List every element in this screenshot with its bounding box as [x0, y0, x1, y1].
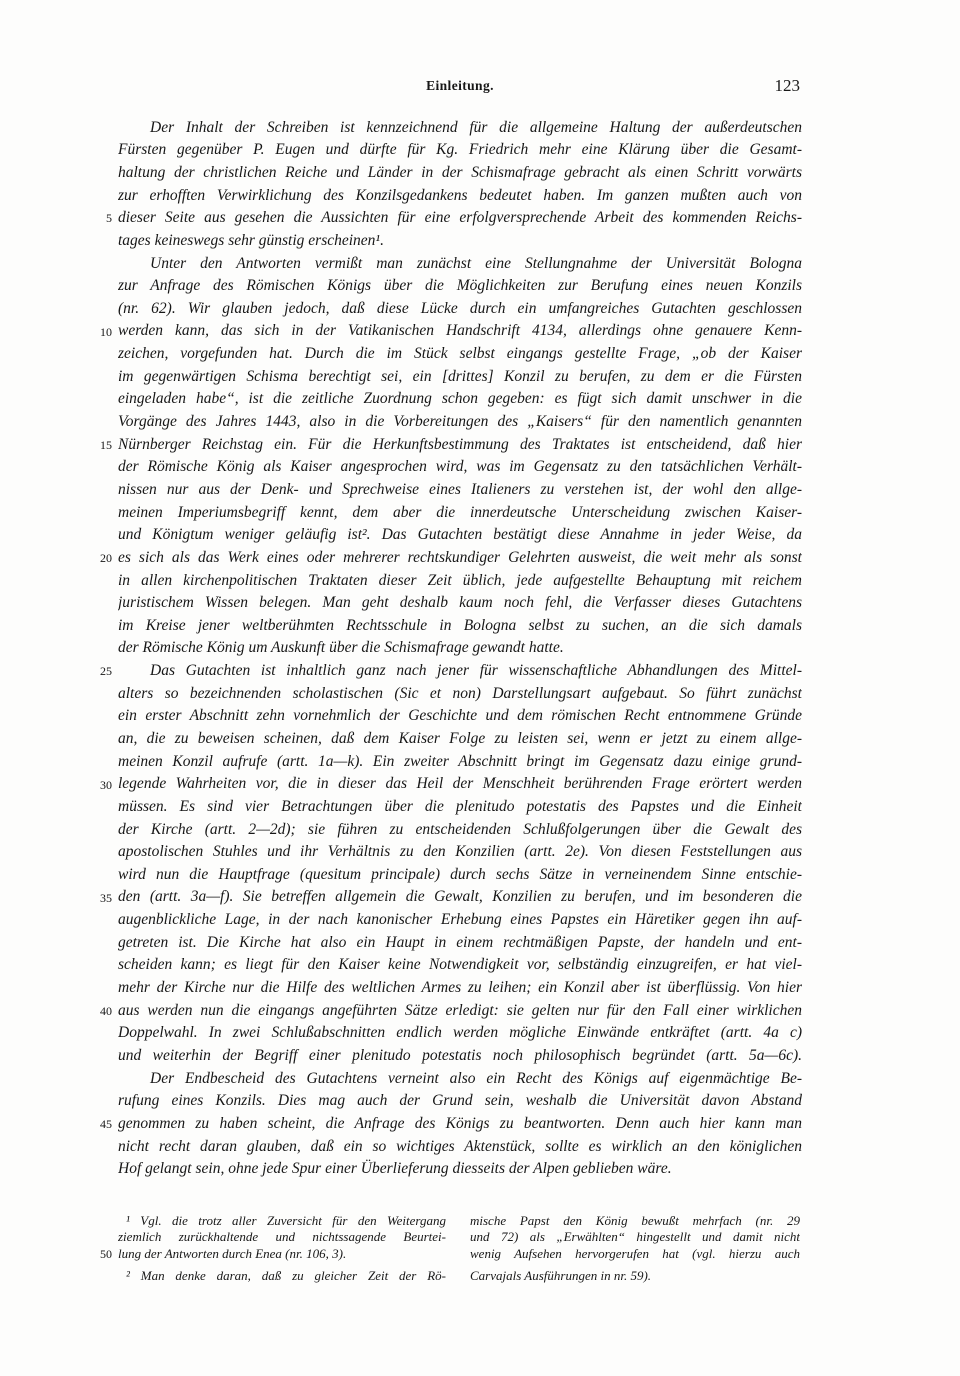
- body-line: zur erhofften Verwirklichung des Konzilsgedankens bedeutet haben. Im ganzen mußten auch von: [118, 186, 802, 204]
- body-line: zeichen, vorgefunden hat. Durch die im Stück selbst eingangs gestellte Frage, „ob der Kaiser: [118, 345, 802, 363]
- margin-line-number: 25: [100, 664, 112, 679]
- body-line: Unter den Antworten vermißt man zunächst eine Stellungnahme der Universität Bologna: [150, 254, 802, 272]
- body-line: in allen kirchenpolitischen Traktaten dieser Zeit üblich, jede aufgestellte Behauptung mit reichem: [118, 571, 802, 589]
- margin-line-number: 5: [106, 211, 112, 226]
- footnote-line: wenig Aufsehen hervorgerufen hat (vgl. hierzu auch: [470, 1245, 800, 1261]
- body-line: Fürsten gegenüber P. Eugen und dürfte für Kg. Friedrich mehr eine Klärung über die Gesamt-: [118, 141, 802, 159]
- margin-line-number: 20: [100, 551, 112, 565]
- body-line: zur Anfrage des Römischen Königs über die Möglichkeiten zur Berufung eines neuen Konzils: [118, 277, 802, 295]
- footnote-line: ² Man denke daran, daß zu gleicher Zeit der Rö-: [126, 1267, 446, 1283]
- body-line: haltung der christlichen Reiche und Länder in der Schismafrage gebracht als einen Schritt vorwärts: [118, 163, 802, 181]
- margin-line-number: 10: [100, 324, 112, 339]
- margin-line-number: 15: [100, 437, 112, 452]
- margin-line-number: 40: [100, 1004, 112, 1018]
- footnotes-right-column: [470, 1213, 800, 1285]
- body-line: Der Endbescheid des Gutachtens verneint also ein Recht des Königs auf eigenmächtige Be-: [150, 1069, 802, 1087]
- margin-line-number: 35: [100, 890, 112, 905]
- body-line: nissen nur aus der Denk- und Sprechweise eines Italieners zu verstehen ist, der wohl den allge-: [118, 480, 802, 498]
- body-line: eingeladen habe“, ist die zeitliche Zuordnung schon gegeben: es fügt sich damit unschwer in die: [118, 390, 802, 408]
- body-line: werden kann, das sich in der Vatikanischen Handschrift 4134, allerdings ohne genauere Kenn-: [118, 322, 802, 340]
- body-line: meinen Konzil aufrufe (artt. 1a—k). Ein zweiter Abschnitt bringt im Gegensatz dazu einige grund-: [118, 752, 802, 770]
- paragraph: [118, 1068, 802, 1181]
- body-text: [118, 117, 802, 1181]
- body-line: meinen Imperiumsbegriff kennt, dem aber die innerdeutsche Unterscheidung zwischen Kaiser-: [118, 503, 802, 521]
- margin-line-number: 30: [100, 777, 112, 792]
- footnote-line: ¹ Vgl. die trotz aller Zuversicht für den Weitergang: [126, 1212, 446, 1228]
- footnotes-left-column: [118, 1213, 446, 1285]
- page-header: [118, 74, 802, 98]
- body-line: Hof gelangt sein, ohne jede Spur einer Überlieferung diesseits der Alpen geblieben wäre.: [118, 1160, 672, 1178]
- body-line: wird nun die Hauptfrage (quesitum principale) durch sechs Sätze in verneinendem Sinne entschie-: [118, 865, 802, 883]
- paragraph: [118, 660, 802, 1068]
- body-line: und weiterhin der Begriff einer plenitudo potestatis noch philosophisch begründet (artt. 5a—6c).: [118, 1046, 802, 1064]
- body-line: genommen zu haben scheint, die Anfrage des Königs zu beantworten. Denn auch hier kann man: [118, 1114, 802, 1132]
- body-line: Nürnberger Reichstag ein. Für die Herkunftsbestimmung des Traktates ist entscheidend, daß hier: [118, 435, 802, 453]
- paragraph: [118, 253, 802, 661]
- body-line: rufung eines Konzils. Dies mag auch der Grund sein, weshalb die Universität davon Abstand: [118, 1092, 802, 1110]
- footnote-line: Carvajals Ausführungen in nr. 59).: [470, 1267, 652, 1283]
- body-line: tages keineswegs sehr günstig erscheinen¹.: [118, 231, 384, 249]
- page-number: 123: [774, 76, 800, 95]
- body-line: müssen. Es sind vier Betrachtungen über die plenitudo potestatis des Papstes und die Einheit: [118, 797, 802, 815]
- body-line: dieser Seite aus gesehen die Aussichten für eine erfolgversprechende Arbeit des kommenden Reichs-: [118, 209, 802, 227]
- footnote-line: lung der Antworten durch Enea (nr. 106, 3).: [118, 1245, 347, 1261]
- footnote-line: ziemlich zurückhaltende und nichtssagende Beurtei-: [118, 1229, 446, 1245]
- body-line: scheiden kann; es liegt für den Kaiser keine Notwendigkeit vor, selbständig einzugreifen, er hat viel-: [118, 956, 802, 974]
- body-line: Das Gutachten ist inhaltlich ganz nach jener für wissenschaftliche Abhandlungen des Mittel-: [150, 662, 802, 680]
- body-line: den (artt. 3a—f). Sie betreffen allgemein die Gewalt, Konzilien zu berufen, und im besonderen die: [118, 888, 802, 906]
- body-line: im Kreise jener weltberühmten Rechtsschule in Bologna selbst zu suchen, an die sich damals: [118, 616, 802, 634]
- footnote-line: und 72) als „Erwählten“ hingestellt und damit nicht: [470, 1229, 800, 1245]
- running-title: Einleitung.: [426, 78, 494, 93]
- body-line: augenblickliche Lage, in der nach kanonischer Erhebung eines Papstes ein Häretiker gegen ihn auf-: [118, 911, 802, 929]
- body-line: mehr der Kirche nur die Hilfe des weltlichen Armes zu leihen; ein Konzil aber ist überflüssig. Von hier: [118, 979, 802, 997]
- body-line: alters so bezeichnenden scholastischen (Sic et non) Darstellungsart aufgebaut. So führt zunächst: [118, 684, 802, 702]
- body-line: es sich als das Werk eines oder mehrerer rechtskundiger Gelehrten ausweist, die weit mehr als sonst: [118, 548, 802, 566]
- body-line: (nr. 62). Wir glauben jedoch, daß diese Lücke durch ein umfangreiches Gutachten geschlossen: [118, 299, 802, 317]
- body-line: der Kirche (artt. 2—2d); sie führen zu entscheidenden Schlußfolgerungen über die Gewalt des: [118, 820, 802, 838]
- body-line: Der Inhalt der Schreiben ist kennzeichnend für die allgemeine Haltung der außerdeutschen: [150, 118, 802, 136]
- body-line: der Römische König um Auskunft über die Schismafrage gewandt hatte.: [118, 639, 564, 657]
- body-line: im gegenwärtigen Schisma berechtigt sei, ein [drittes] Konzil zu berufen, zu dem er die Fürsten: [118, 367, 802, 385]
- body-line: Vorgänge des Jahres 1443, also in die Vorbereitungen des „Kaisers“ für den namentlich genannten: [118, 413, 802, 431]
- margin-line-number: 50: [100, 1246, 112, 1261]
- body-line: apostolischen Stuhles und ihr Verhältnis zu den Konzilien (artt. 2e). Von diesen Feststellungen aus: [118, 843, 802, 861]
- body-line: legende Wahrheiten vor, die in dieser das Heil der Menschheit berührenden Frage erörtert werden: [118, 775, 802, 793]
- body-line: und Königtum weniger geläufig ist². Das Gutachten bestätigt diese Annahme in jeder Weise, da: [118, 526, 802, 544]
- body-line: juristischem Wissen belegen. Man geht deshalb kaum noch fehl, die Verfasser dieses Gutachtens: [118, 594, 802, 612]
- body-line: an, die zu beweisen scheinen, daß dem Kaiser Folge zu leisten sei, wenn er jetzt zu einem allge-: [118, 729, 802, 747]
- footnote-line: mische Papst den König bewußt mehrfach (nr. 29: [470, 1212, 800, 1228]
- body-line: Doppelwahl. In zwei Schlußabschnitten endlich werden mögliche Einwände entkräftet (artt. 4a c): [118, 1024, 802, 1042]
- body-line: ein erster Abschnitt zehn vornehmlich der Geschichte und dem römischen Recht entnommene Gründe: [118, 707, 802, 725]
- margin-line-number: 45: [100, 1117, 112, 1132]
- body-line: getreten ist. Die Kirche hat also ein Haupt in einem rechtmäßigen Papste, der handeln und ent-: [118, 933, 802, 951]
- body-line: der Römische König als Kaiser angesprochen wird, was im Gegensatz zu den tatsächlichen Verhält-: [118, 458, 802, 476]
- body-line: nicht recht daran glauben, daß ein so wichtiges Aktenstück, sollte es wirklich an den königlichen: [118, 1137, 802, 1155]
- paragraph: [118, 117, 802, 253]
- body-line: aus werden nun die eingangs angeführten Sätze erledigt: sie gelten nur für den Fall einer wirklichen: [118, 1001, 802, 1019]
